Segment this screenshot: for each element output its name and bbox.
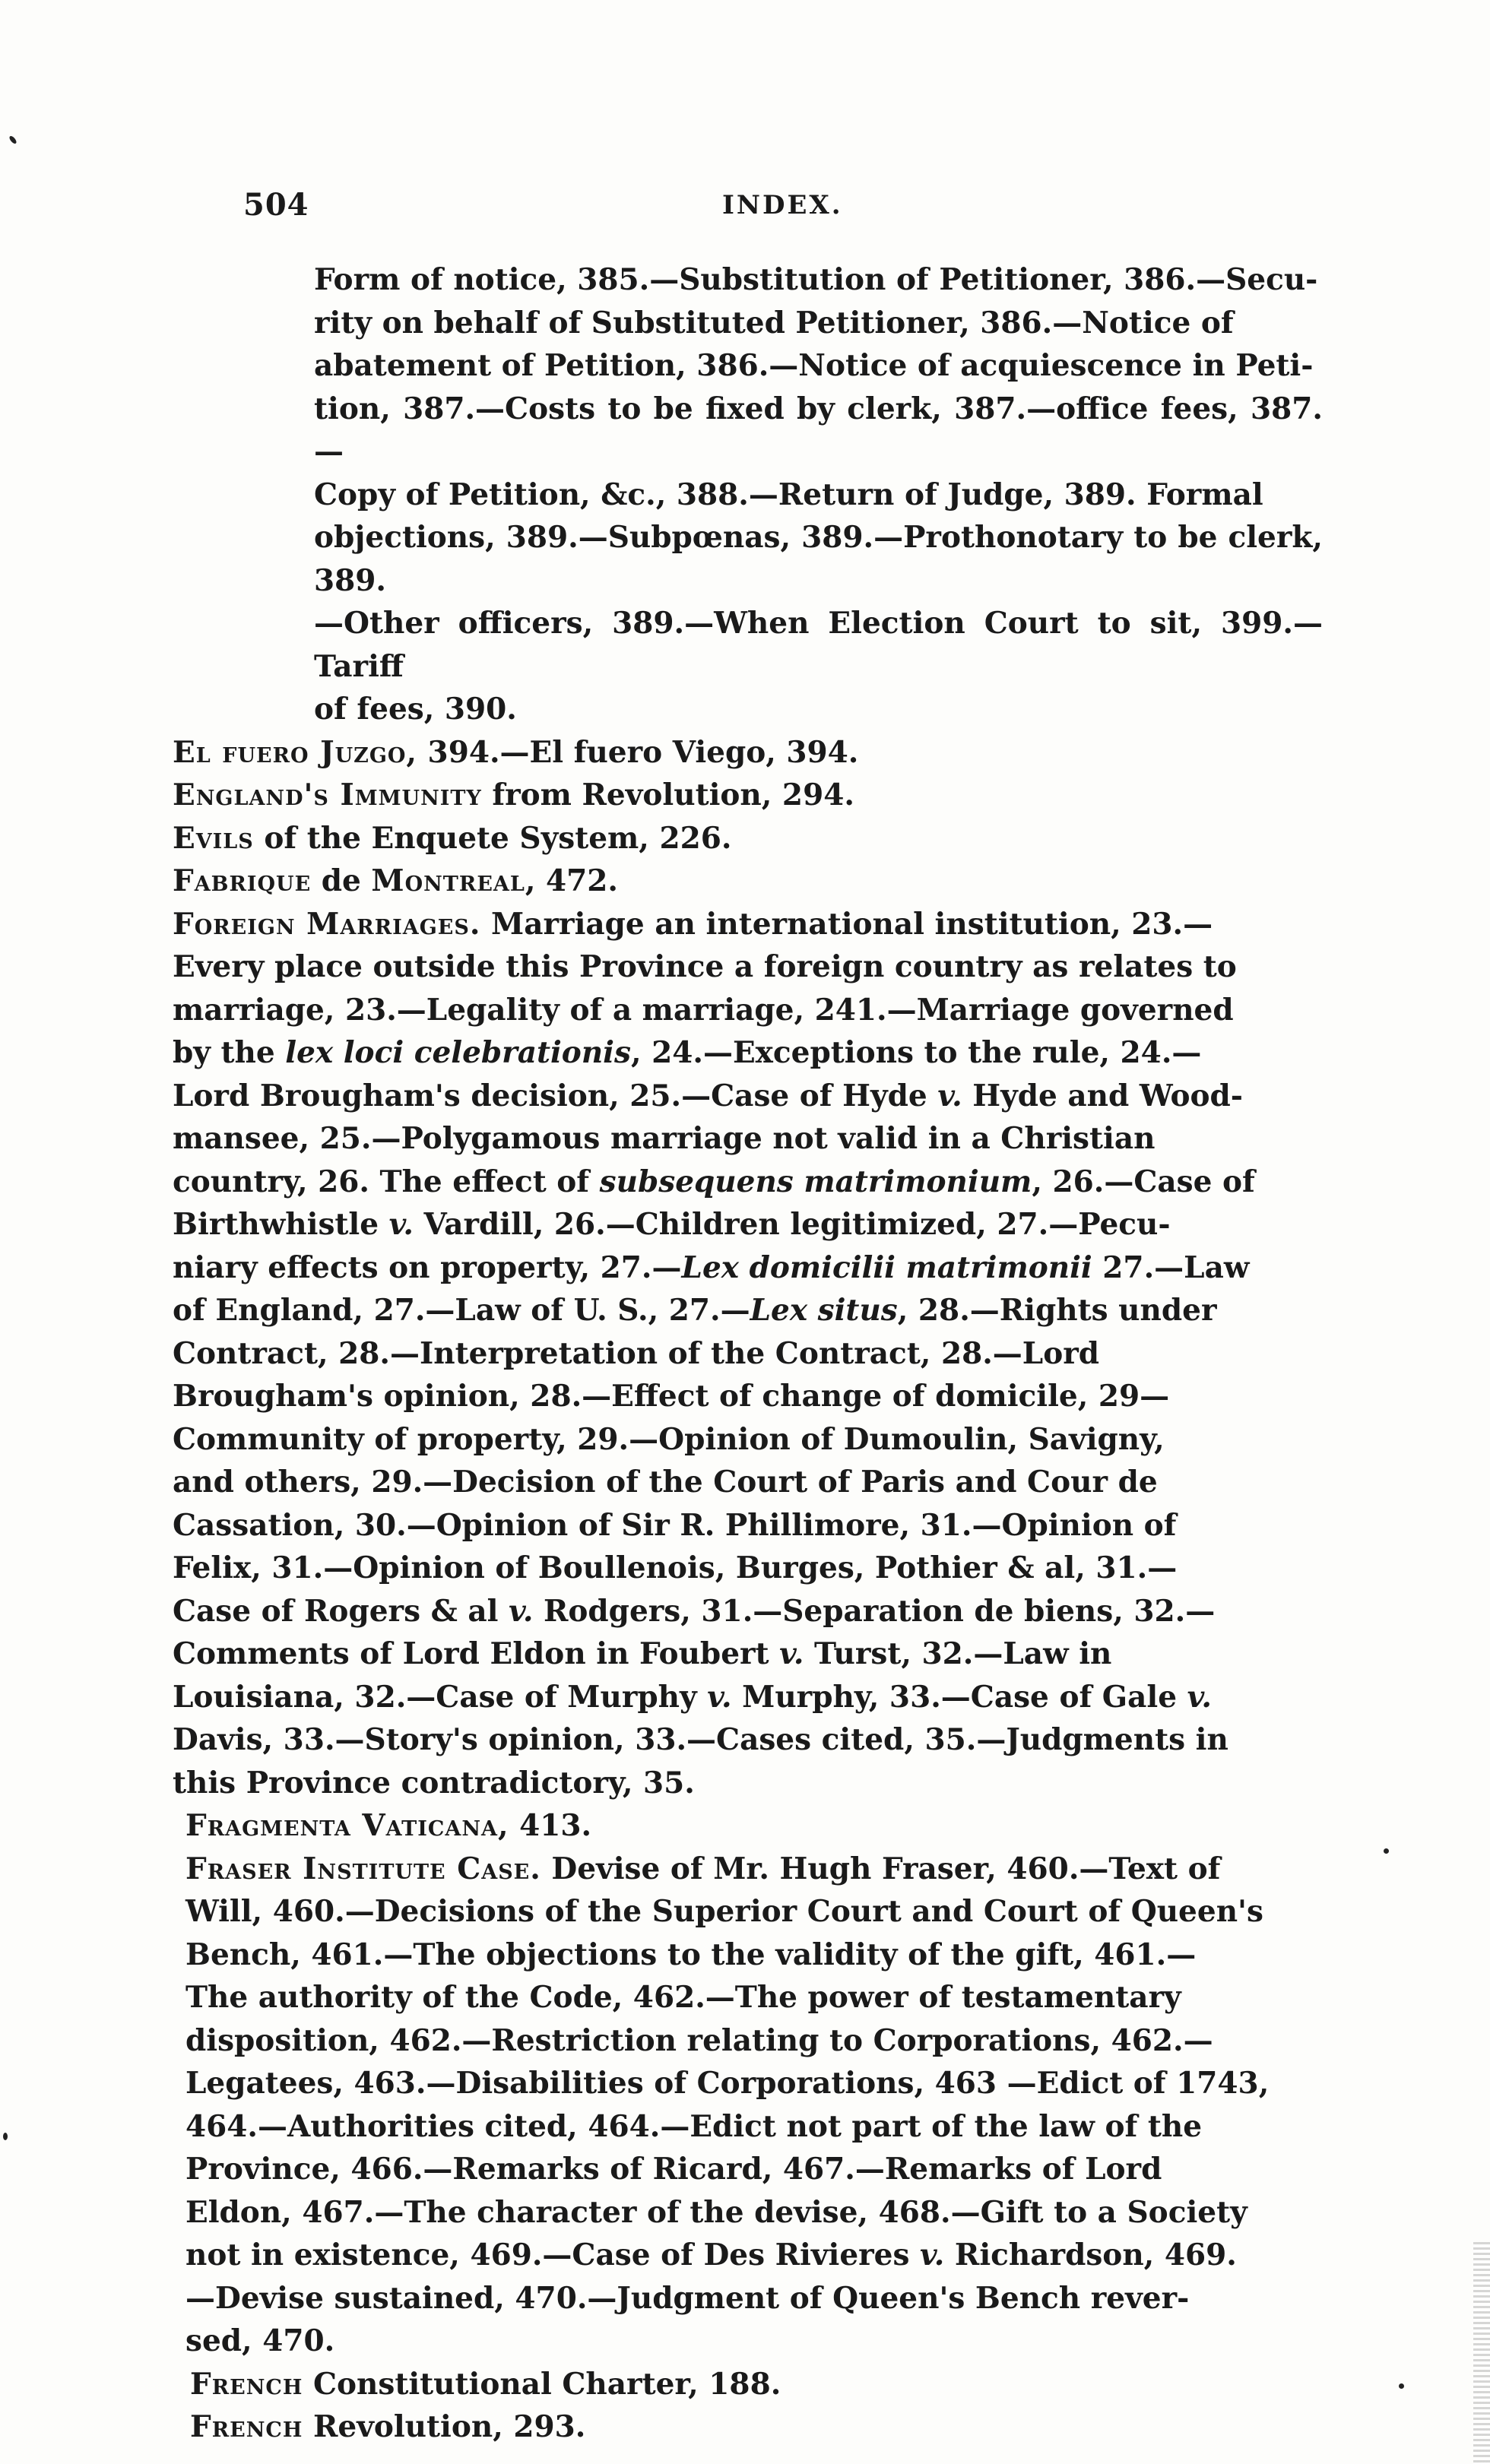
text-run: Comments of Lord Eldon in Foubert [173, 1636, 780, 1671]
entry-text: de [311, 863, 372, 898]
entry-line: Community of property, 29.—Opinion of Dumoulin, Savigny, [173, 1421, 1165, 1457]
index-entry-el-fuero-juzgo [173, 731, 1323, 774]
index-entry-englands-immunity [173, 774, 1323, 817]
entry-text: of the Enquete System, 226. [253, 820, 732, 856]
text-run: 27.—Law [1092, 1249, 1250, 1285]
italic-versus: v. [1187, 1679, 1212, 1715]
index-entry-foreign-marriages [173, 903, 1323, 1805]
entry-heading: Evils [173, 820, 254, 856]
entry-line: abatement of Petition, 386.—Notice of acquiescence in Peti- [314, 348, 1314, 383]
entry-line: mansee, 25.—Polygamous marriage not valid in a Christian [173, 1121, 1156, 1156]
entry-line: and others, 29.—Decision of the Court of Paris and Cour de [173, 1465, 1158, 1500]
entry-line [173, 1203, 1323, 1246]
index-body [173, 258, 1323, 2449]
text-run: country, 26. The effect of [173, 1164, 600, 1199]
scan-speck [1399, 2383, 1404, 2389]
entry-line: of fees, 390. [314, 692, 517, 727]
italic-versus: v. [920, 2238, 945, 2272]
scan-speck [3, 2133, 8, 2140]
index-entry-fraser-institute-case [185, 1848, 1323, 2363]
entry-line: Province, 466.—Remarks of Ricard, 467.—Remarks of Lord [185, 2152, 1162, 2187]
italic-versus: v. [707, 1679, 732, 1715]
entry-line: Copy of Petition, &c., 388.—Return of Judge, 389. Formal [314, 477, 1263, 512]
text-run: , 26.—Case of [1032, 1164, 1255, 1199]
entry-text: 394.—El fuero Viego, 394. [417, 734, 859, 770]
entry-heading: Foreign Marriages. [173, 906, 481, 942]
text-run: not in existence, 469.—Case of Des Rivieres [185, 2238, 921, 2272]
entry-line: —Devise sustained, 470.—Judgment of Queen's Bench rever- [185, 2280, 1190, 2316]
index-entry-fabrique [173, 860, 1323, 903]
index-entry-french-charter [190, 2363, 1323, 2406]
entry-line: Will, 460.—Decisions of the Superior Court and Court of Queen's [185, 1894, 1263, 1929]
entry-heading: El fuero Juzgo, [173, 734, 417, 770]
entry-line: rity on behalf of Substituted Petitioner, 386.—Notice of [314, 305, 1234, 340]
text-run: Richardson, 469. [944, 2238, 1237, 2272]
entry-text: Marriage an international institution, 23.— [480, 906, 1213, 942]
index-entry-continued [243, 258, 1323, 731]
entry-heading: Fabrique [173, 863, 312, 898]
index-entry-evils [173, 817, 1323, 860]
entry-line [173, 1590, 1323, 1633]
entry-line [173, 1289, 1323, 1332]
entry-line: sed, 470. [185, 2323, 335, 2358]
running-head: INDEX. [722, 190, 843, 220]
entry-line: 464.—Authorities cited, 464.—Edict not part of the law of the [185, 2108, 1203, 2144]
text-run: Lord Brougham's decision, 25.—Case of Hyde [173, 1078, 938, 1113]
entry-text: Devise of Mr. Hugh Fraser, 460.—Text of [541, 1851, 1221, 1886]
entry-line: —Other officers, 389.—When Election Court to sit, 399.—Tariff [314, 606, 1323, 684]
italic-versus: v. [509, 1593, 534, 1629]
text-run: Turst, 32.—Law in [804, 1636, 1112, 1671]
entry-heading: French [190, 2409, 303, 2444]
text-run: niary effects on property, 27.— [173, 1249, 682, 1285]
entry-heading: Fragmenta Vaticana, [185, 1808, 509, 1843]
entry-heading-secondary: Montreal [371, 863, 525, 898]
entry-text: , 472. [525, 863, 618, 898]
entry-heading: England's Immunity [173, 778, 482, 812]
text-run: Hyde and Wood- [962, 1078, 1243, 1113]
entry-line: Eldon, 467.—The character of the devise, 468.—Gift to a Society [185, 2194, 1247, 2230]
text-run: Vardill, 26.—Children legitimized, 27.—Pecu- [413, 1207, 1171, 1242]
entry-heading: French [190, 2366, 303, 2402]
italic-term: Lex situs [750, 1293, 898, 1328]
italic-versus: v. [779, 1636, 804, 1671]
italic-versus: v. [937, 1078, 962, 1113]
entry-line: Contract, 28.—Interpretation of the Contract, 28.—Lord [173, 1335, 1100, 1371]
entry-line: Every place outside this Province a foreign country as relates to [173, 949, 1237, 984]
entry-line: this Province contradictory, 35. [173, 1765, 695, 1800]
index-entry-fragmenta-vaticana [185, 1804, 1323, 1848]
entry-line: Form of notice, 385.—Substitution of Petitioner, 386.—Secu- [314, 262, 1318, 297]
italic-term: lex loci celebrationis [285, 1035, 631, 1070]
page-header [243, 187, 1308, 233]
entry-line [173, 1676, 1323, 1719]
italic-term: Lex domicilii matrimonii [681, 1249, 1092, 1285]
italic-versus: v. [388, 1207, 414, 1242]
text-run: , 28.—Rights under [897, 1293, 1217, 1328]
entry-line: objections, 389.—Subpœnas, 389.—Prothonotary to be clerk, 389. [314, 520, 1323, 598]
page-edge-shadow [1473, 2242, 1490, 2464]
entry-line [185, 2234, 1323, 2277]
text-run: Murphy, 33.—Case of Gale [731, 1679, 1187, 1715]
scan-speck [8, 135, 17, 144]
entry-line [173, 1075, 1323, 1118]
entry-line [173, 1161, 1323, 1204]
entry-line: Davis, 33.—Story's opinion, 33.—Cases cited, 35.—Judgments in [173, 1722, 1228, 1757]
scan-speck [1384, 1848, 1389, 1854]
page-number: 504 [243, 187, 309, 223]
text-run: of England, 27.—Law of U. S., 27.— [173, 1293, 750, 1328]
text-run: Rodgers, 31.—Separation de biens, 32.— [533, 1593, 1216, 1629]
index-entry-french-revolution [190, 2405, 1323, 2449]
entry-line: Cassation, 30.—Opinion of Sir R. Phillimore, 31.—Opinion of [173, 1507, 1177, 1543]
entry-line: Brougham's opinion, 28.—Effect of change of domicile, 29— [173, 1379, 1170, 1414]
entry-line: The authority of the Code, 462.—The power of testamentary [185, 1980, 1181, 2015]
entry-line: disposition, 462.—Restriction relating to Corporations, 462.— [185, 2022, 1213, 2058]
entry-line [173, 1246, 1323, 1290]
text-run: Louisiana, 32.—Case of Murphy [173, 1679, 708, 1715]
italic-term: subsequens matrimonium [599, 1164, 1032, 1199]
entry-text: 413. [509, 1808, 592, 1843]
text-run: Case of Rogers & al [173, 1593, 509, 1629]
entry-line [173, 1633, 1323, 1676]
entry-text: Constitutional Charter, 188. [303, 2366, 781, 2402]
entry-line: Legatees, 463.—Disabilities of Corporations, 463 —Edict of 1743, [185, 2066, 1270, 2101]
entry-heading: Fraser Institute Case. [185, 1851, 541, 1886]
entry-text: from Revolution, 294. [481, 778, 854, 812]
text-run: Birthwhistle [173, 1207, 389, 1242]
entry-line [173, 1031, 1323, 1075]
entry-line: tion, 387.—Costs to be fixed by clerk, 387.—office fees, 387.— [314, 391, 1323, 469]
entry-line: marriage, 23.—Legality of a marriage, 241.—Marriage governed [173, 992, 1234, 1028]
text-run: by the [173, 1035, 286, 1070]
entry-line: Felix, 31.—Opinion of Boullenois, Burges, Pothier & al, 31.— [173, 1550, 1178, 1585]
entry-line: Bench, 461.—The objections to the validity of the gift, 461.— [185, 1937, 1197, 1972]
text-run: , 24.—Exceptions to the rule, 24.— [630, 1035, 1202, 1070]
entry-text: Revolution, 293. [303, 2409, 586, 2444]
